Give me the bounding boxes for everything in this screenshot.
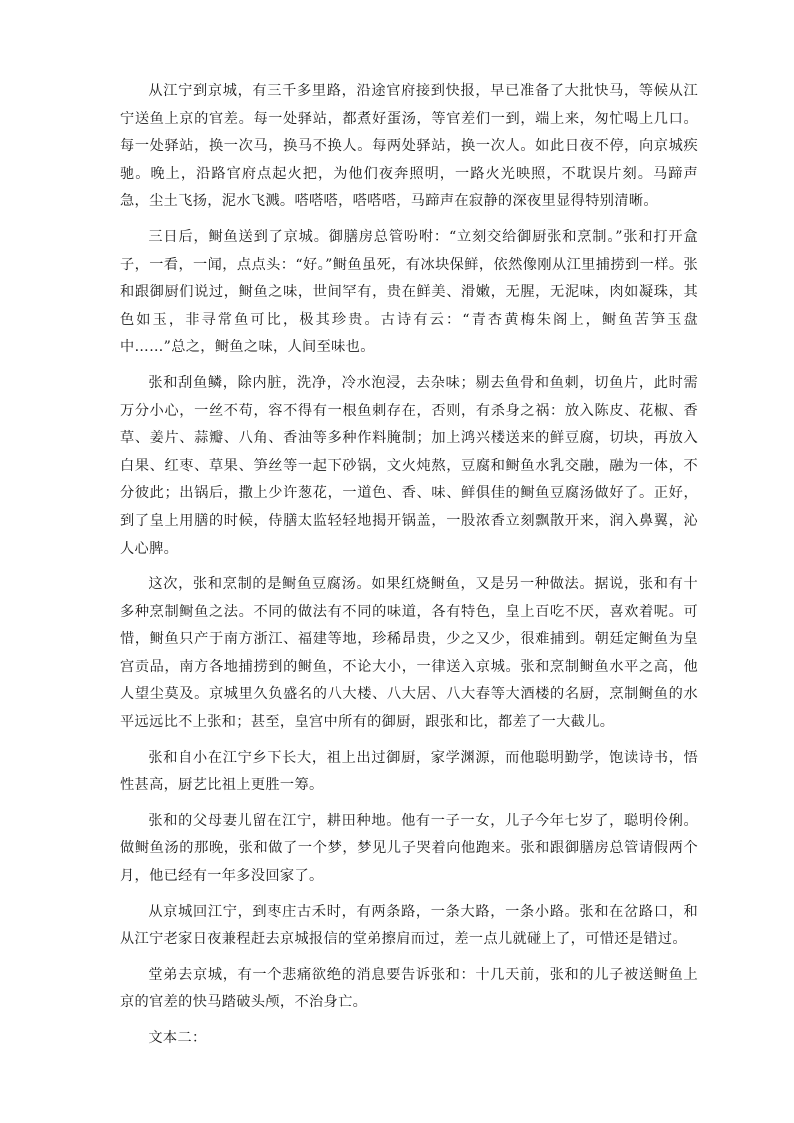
document-body <box>120 78 698 1053</box>
paragraph-5: 张和自小在江宁乡下长大，祖上出过御厨，家学渊源，而他聪明勤学，饱读诗书，悟性甚高，厨艺比祖上更胜一筹。 <box>120 749 698 794</box>
paragraph-4: 这次，张和烹制的是鲥鱼豆腐汤。如果红烧鲥鱼，又是另一种做法。据说，张和有十多种烹制鲥鱼之法。不同的做法有不同的味道，各有特色，皇上百吃不厌，喜欢着呢。可惜，鲥鱼只产于南方浙江、福建等地，珍稀昂贵，少之又少，很难捕到。朝廷定鲥鱼为皇宫贡品，南方各地捕捞到的鲥鱼，不论大小，一律送入京城。张和烹制鲥鱼水平之高，他人望尘莫及。京城里久负盛名的八大楼、八大居、八大春等大酒楼的名厨，烹制鲥鱼的水平远远比不上张和；甚至，皇宫中所有的御厨，跟张和比，都差了一大截儿。 <box>120 576 698 731</box>
paragraph-1: 从江宁到京城，有三千多里路，沿途官府接到快报，早已准备了大批快马，等候从江宁送鱼上京的官差。每一处驿站，都煮好蛋汤，等官差们一到，端上来，匆忙喝上几口。每一处驿站，换一次马，换马不换人。每两处驿站，换一次人。如此日夜不停，向京城疾驰。晚上，沿路官府点起火把，为他们夜奔照明，一路火光映照，不耽误片刻。马蹄声急，尘土飞扬，泥水飞溅。嗒嗒嗒，嗒嗒嗒，马蹄声在寂静的深夜里显得特别清晰。 <box>120 83 698 210</box>
paragraph-8: 堂弟去京城，有一个悲痛欲绝的消息要告诉张和：十几天前，张和的儿子被送鲥鱼上京的官差的快马踏破头颅，不治身亡。 <box>120 966 698 1011</box>
paragraph-6: 张和的父母妻儿留在江宁，耕田种地。他有一子一女，儿子今年七岁了，聪明伶俐。做鲥鱼汤的那晚，张和做了一个梦，梦见儿子哭着向他跑来。张和跟御膳房总管请假两个月，他已经有一年多没回家了。 <box>120 812 698 885</box>
paragraph-7: 从京城回江宁，到枣庄古禾时，有两条路，一条大路，一条小路。张和在岔路口，和从江宁老家日夜兼程赶去京城报信的堂弟擦肩而过，差一点儿就碰上了，可惜还是错过。 <box>120 903 698 948</box>
paragraph-2: 三日后，鲥鱼送到了京城。御膳房总管吩咐：“立刻交给御厨张和烹制。”张和打开盒子，一看，一闻，点点头：“好。”鲥鱼虽死，有冰块保鲜，依然像刚从江里捕捞到一样。张和跟御厨们说过，鲥鱼之味，世间罕有，贵在鲜美、滑嫩，无腥，无泥味，肉如凝珠，其色如玉，非寻常鱼可比，极其珍贵。古诗有云：“青杏黄梅朱阁上，鲥鱼苦笋玉盘中……”总之，鲥鱼之味，人间至味也。 <box>120 228 698 356</box>
paragraph-3: 张和刮鱼鳞，除内脏，洗净，冷水泡浸，去杂味；剔去鱼骨和鱼刺，切鱼片，此时需万分小心，一丝不苟，容不得有一根鱼刺存在，否则，有杀身之祸：放入陈皮、花椒、香草、姜片、蒜瓣、八角、香油等多种作料腌制；加上鸿兴楼送来的鲜豆腐，切块，再放入白果、红枣、草果、笋丝等一起下砂锅，文火炖熬，豆腐和鲥鱼水乳交融，融为一体，不分彼此；出锅后，撒上少许葱花，一道色、香、味、鲜俱佳的鲥鱼豆腐汤做好了。正好，到了皇上用膳的时候，侍膳太监轻轻地揭开锅盖，一股浓香立刻飘散开来，润入鼻翼，沁人心脾。 <box>120 374 698 557</box>
section-label-text-two: 文本二： <box>148 1030 207 1046</box>
